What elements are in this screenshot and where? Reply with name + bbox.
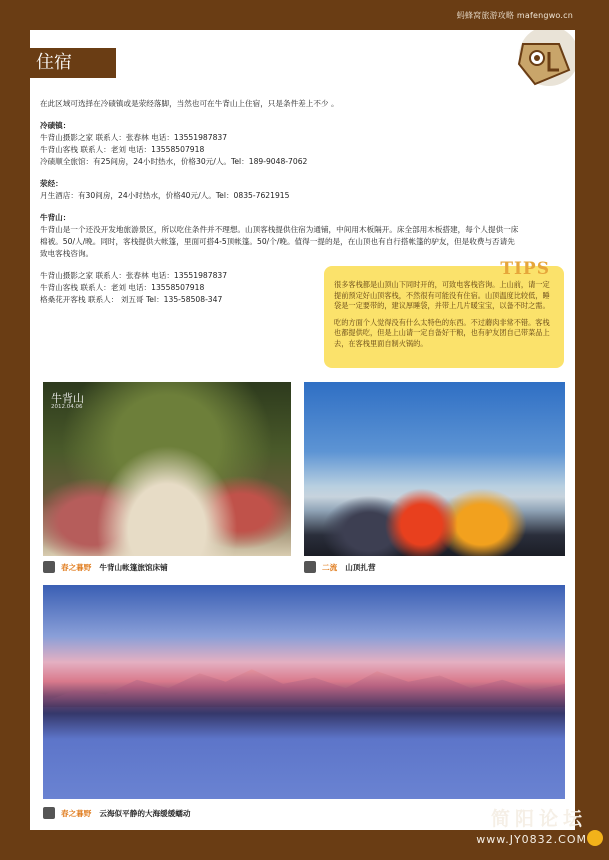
lengqi-heading: 冷碛镇： — [40, 121, 71, 130]
lengqi-line: 牛背山摄影之家 联系人：张春林 电话：13551987837 — [40, 133, 228, 142]
avatar[interactable] — [43, 807, 55, 819]
yingjing-line: 月生酒店：有30间房，24小时热水，价格40元/人。Tel：0835-7621915 — [40, 191, 290, 200]
avatar[interactable] — [43, 561, 55, 573]
top-bar — [0, 0, 609, 30]
niubeishan-desc: 牛背山是一个还没开发地旅游景区，所以吃住条件并不理想。山顶客栈提供住宿为通铺，中间用木板隔开。床全部用木板搭建，每个人提供一床 — [40, 225, 519, 234]
niubeishan-contact: 牛背山客栈 联系人：老刘 电话：13558507918 — [40, 283, 205, 292]
tips-paragraph: 吃的方面个人觉得没有什么太特色的东西。不过蘑肉非常不错。客栈也都提供吃，但是上山请一定自备好干粮，也有驴友团自己带菜品上去，在客栈里面自制火锅的。 — [334, 317, 550, 348]
photo-title: 云海似平静的大海缓缓蠕动 — [99, 809, 191, 818]
photo-author[interactable]: 春之暮野 — [61, 809, 92, 818]
forum-name: 简阳论坛 — [490, 808, 587, 830]
niubeishan-contact: 牛背山摄影之家 联系人：张春林 电话：13551987837 — [40, 271, 228, 280]
niubeishan-desc: 棉被。50/人/晚。同时，客栈提供大帐篷，里面可搭4-5顶帐篷。50/个/晚。值得一提的是，在山顶也有自行搭帐篷的驴友，但是收费与否请先 — [40, 237, 515, 246]
section-title: 住宿 — [30, 48, 116, 78]
lengqi-line: 牛背山客栈 联系人：老刘 电话：13558507918 — [40, 145, 205, 154]
mountain-ridge — [43, 665, 565, 707]
tips-box — [324, 259, 564, 368]
page-content — [30, 30, 575, 830]
photo-author[interactable]: 二流 — [322, 563, 338, 572]
intro-paragraph: 在此区域可选择在冷碛镇或是荥经落脚，当然也可在牛背山上住宿，只是条件差上不少 。 — [40, 99, 339, 108]
photo-date: 2012.04.06 — [51, 404, 83, 410]
tips-label: TIPS — [500, 259, 550, 279]
tips-paragraph: 很多客栈都是山顶山下同时开的，可致电客栈咨询。上山前，请一定提前预定好山顶客栈，不然很有可能没有住宿。山顶温度比较低，睡袋是一定要带的，建议厚睡袋，并带上几片暖宝宝，以备不时之需。 — [334, 280, 550, 310]
photo-caption — [43, 561, 168, 575]
tent-hostel-photo — [43, 382, 291, 556]
brand-text: 蚂蜂窝旅游攻略 mafengwo.cn — [456, 11, 573, 20]
forum-watermark — [476, 804, 587, 846]
lengqi-line: 冷碛顺全旅馆：有25间房，24小时热水，价格30元/人。Tel：189-9048-7062 — [40, 157, 308, 166]
sea-of-clouds-photo — [43, 585, 565, 799]
mafengwo-logo-icon — [505, 30, 575, 100]
page-marker-icon — [587, 830, 603, 846]
photo-title: 牛背山帐篷旅馆床铺 — [99, 563, 168, 572]
photo-stamp: 牛背山 — [51, 392, 84, 405]
niubeishan-desc: 致电客栈咨询。 — [40, 249, 94, 258]
forum-url: www.JY0832.COM — [476, 833, 587, 846]
niubeishan-contact: 格桑花开客栈 联系人： 刘五哥 Tel：135-58508-347 — [40, 295, 223, 304]
niubeishan-heading: 牛背山： — [40, 213, 71, 222]
photo-title: 山顶扎营 — [345, 563, 376, 572]
summit-camp-photo — [304, 382, 565, 556]
photo-caption — [43, 807, 191, 821]
photo-author[interactable]: 春之暮野 — [61, 563, 92, 572]
photo-caption — [304, 561, 376, 575]
yingjing-heading: 荥经： — [40, 179, 63, 188]
avatar[interactable] — [304, 561, 316, 573]
